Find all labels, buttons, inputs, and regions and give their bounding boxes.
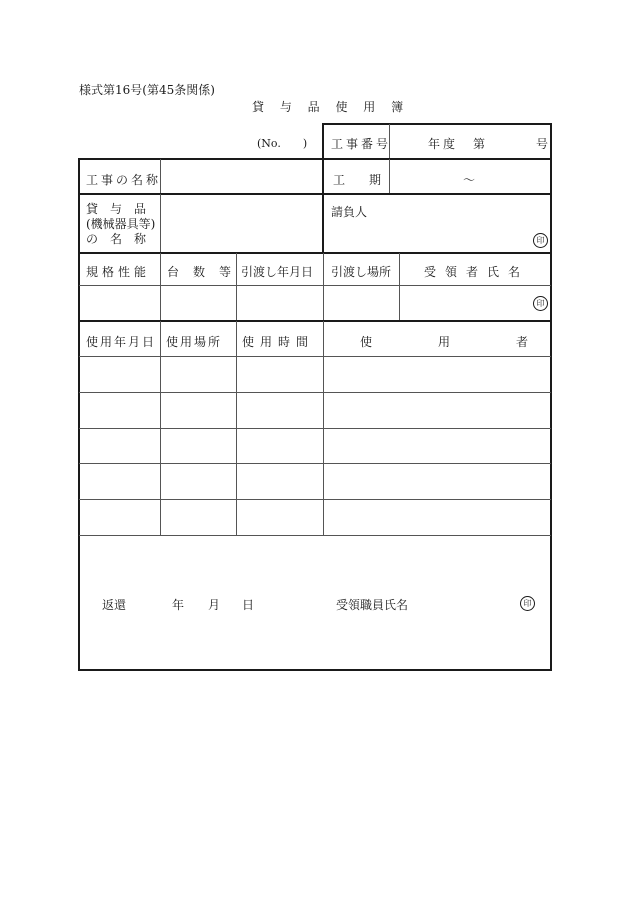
return-label: 返還 <box>102 598 127 612</box>
handover-place-label: 引渡し場所 <box>331 265 392 279</box>
record-number-label: (No. ) <box>257 137 308 150</box>
quantity-label: 台 数 等 <box>167 265 233 279</box>
staff-seal-icon: 印 <box>520 596 535 611</box>
table-row <box>79 392 551 393</box>
table-row <box>79 463 551 464</box>
table-row <box>79 535 551 536</box>
contractor-seal-icon: 印 <box>533 233 548 248</box>
period-tilde: ～ <box>463 173 476 187</box>
receiver-seal-icon: 印 <box>533 296 548 311</box>
usage-time-header: 使用時間 <box>242 335 315 349</box>
form-label: 様式第16号(第45条関係) <box>79 83 215 97</box>
return-month-label: 月 <box>208 598 221 612</box>
usage-date-header: 使用年月日 <box>86 335 157 349</box>
user-header: 使 用 者 <box>360 335 543 349</box>
spec-label: 規格性能 <box>86 265 151 279</box>
project-name-label: 工事の名称 <box>86 173 162 187</box>
period-label: 工 期 <box>333 173 382 187</box>
contractor-label: 請負人 <box>331 205 368 219</box>
table-row <box>79 356 551 357</box>
table-row <box>79 428 551 429</box>
receiving-staff-label: 受領職員氏名 <box>336 598 409 612</box>
usage-place-header: 使用場所 <box>166 335 223 349</box>
receiver-name-label: 受領者氏名 <box>424 265 530 279</box>
handover-date-label: 引渡し年月日 <box>241 265 314 279</box>
fiscal-year-label: 年度 第 <box>428 137 489 151</box>
number-suffix: 号 <box>536 137 549 151</box>
item-name-label: 貸 与 品 (機械器具等) の 名 称 <box>86 202 156 246</box>
return-day-label: 日 <box>242 598 255 612</box>
return-year-label: 年 <box>172 598 185 612</box>
project-number-label: 工事番号 <box>331 137 392 151</box>
table-row <box>79 499 551 500</box>
page-title: 貸 与 品 使 用 簿 <box>252 100 410 114</box>
